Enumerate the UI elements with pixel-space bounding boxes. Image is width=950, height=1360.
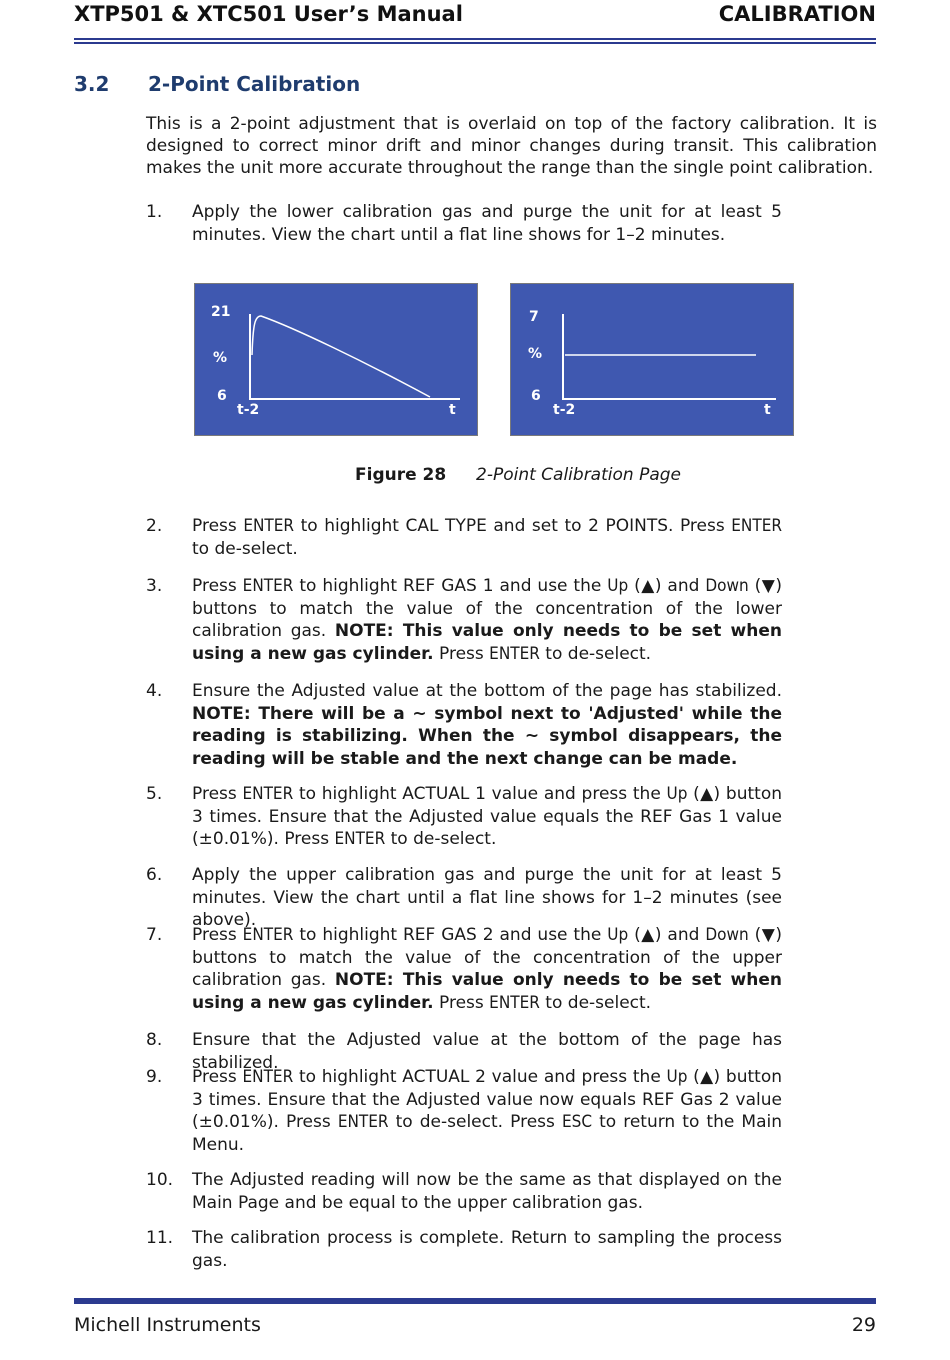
step-text bbox=[192, 1066, 782, 1156]
key-name: Up bbox=[666, 784, 688, 804]
step-text-run: to de-select. bbox=[192, 538, 298, 559]
step-1 bbox=[146, 201, 782, 246]
step-text-run: Press bbox=[192, 516, 244, 536]
step-text-run: Ensure the Adjusted value at the bottom of the page has stabilized. bbox=[192, 681, 782, 701]
key-name: ENTER bbox=[242, 925, 294, 945]
step-number: 10. bbox=[146, 1170, 174, 1190]
step-text-run: Press bbox=[433, 992, 490, 1013]
chart-lower-decay-line bbox=[252, 316, 430, 397]
step-number: 6. bbox=[146, 865, 163, 885]
step-11 bbox=[146, 1227, 782, 1272]
step-text-run: (▼) buttons to match the value of the concentration of the upper calibration gas. bbox=[192, 925, 782, 990]
footer-company: Michell Instruments bbox=[74, 1314, 261, 1336]
chart-upper-y-unit: % bbox=[528, 346, 543, 362]
step-text-run: to highlight REF GAS 2 and use the bbox=[293, 925, 608, 945]
page-number: 29 bbox=[851, 1314, 876, 1336]
step-text-run: (▲) and bbox=[628, 576, 706, 596]
step-text-run: (▲) and bbox=[628, 925, 706, 945]
step-text bbox=[192, 1227, 782, 1272]
step-text bbox=[192, 924, 782, 1014]
step-text-run: to de-select. Press bbox=[388, 1112, 562, 1132]
step-text-run: Apply the lower calibration gas and purge the unit for at least 5 minutes. View the chart until a flat line shows for 1–2 minutes. bbox=[192, 202, 782, 245]
header-section: CALIBRATION bbox=[718, 2, 876, 26]
step-text-run: to de-select. bbox=[539, 643, 652, 664]
step-6 bbox=[146, 864, 782, 932]
chart-lower-y-top: 21 bbox=[211, 304, 231, 320]
step-number: 4. bbox=[146, 681, 163, 701]
key-name: ENTER bbox=[242, 1067, 294, 1087]
step-text-run: to de-select. bbox=[385, 829, 497, 849]
step-text-run: Ensure that the Adjusted value at the bottom of the page has stabilized. bbox=[192, 1030, 782, 1073]
note-text: NOTE: This value only needs to be set when using a new gas cylinder. bbox=[192, 621, 782, 664]
step-text-run: to de-select. bbox=[539, 992, 652, 1013]
step-text-run: Press bbox=[192, 784, 243, 804]
step-text-run: to highlight CAL TYPE and set to 2 POINTS. Press bbox=[294, 516, 732, 536]
chart-upper-x-left: t-2 bbox=[553, 402, 576, 418]
step-text bbox=[192, 680, 782, 770]
key-name: ENTER bbox=[489, 643, 540, 664]
step-number: 9. bbox=[146, 1067, 163, 1087]
step-5 bbox=[146, 783, 782, 851]
step-text-run: (▲) button 3 times. Ensure that the Adjusted value now equals REF Gas 2 value (±0.01%). Press bbox=[192, 1067, 782, 1132]
step-number: 2. bbox=[146, 516, 163, 536]
step-text-run: The Adjusted reading will now be the same as that displayed on the Main Page and be equal to the upper calibration gas. bbox=[192, 1170, 782, 1213]
note-text: NOTE: There will be a ~ symbol next to 'Adjusted' while the reading is stabilizing. When the ~ symbol disappears, the reading will be stable and the next change can be made. bbox=[192, 703, 782, 769]
step-text-run: Press bbox=[433, 643, 490, 664]
step-text-run: (▼) buttons to match the value of the concentration of the lower calibration gas. bbox=[192, 576, 782, 641]
step-number: 3. bbox=[146, 576, 163, 596]
chart-upper-x-right: t bbox=[764, 402, 771, 418]
key-name: Down bbox=[705, 925, 749, 945]
step-text bbox=[192, 515, 782, 560]
step-text-run: The calibration process is complete. Return to sampling the process gas. bbox=[192, 1228, 782, 1271]
chart-lower-y-unit: % bbox=[213, 350, 228, 366]
chart-upper-gas bbox=[510, 283, 794, 436]
key-name: ESC bbox=[561, 1112, 593, 1132]
key-name: ENTER bbox=[334, 829, 386, 849]
step-text bbox=[192, 1169, 782, 1214]
figure-label: Figure 28 bbox=[355, 465, 447, 485]
step-text-run: Apply the upper calibration gas and purge the unit for at least 5 minutes. View the chart until a flat line shows for 1–2 minutes (see above). bbox=[192, 865, 782, 930]
step-text bbox=[192, 201, 782, 246]
step-text-run: to highlight REF GAS 1 and use the bbox=[293, 576, 608, 596]
intro-paragraph: This is a 2-point adjustment that is overlaid on top of the factory calibration. It is designed to correct minor drift and minor changes during transit. This calibration makes the unit more accurate throughout the range than the single point calibration. bbox=[146, 114, 877, 178]
key-name: ENTER bbox=[337, 1112, 389, 1132]
step-number: 11. bbox=[146, 1228, 174, 1248]
step-text-run: Press bbox=[192, 925, 243, 945]
step-text-run: Press bbox=[192, 1067, 243, 1087]
chart-lower-gas bbox=[194, 283, 478, 436]
step-2 bbox=[146, 515, 782, 560]
step-text-run: Press bbox=[192, 576, 243, 596]
step-number: 7. bbox=[146, 925, 163, 945]
key-name: Up bbox=[666, 1067, 688, 1087]
step-3 bbox=[146, 575, 782, 665]
figure-caption: 2-Point Calibration Page bbox=[476, 465, 681, 485]
step-9 bbox=[146, 1066, 782, 1156]
step-text-run: to return to the Main Menu. bbox=[192, 1112, 782, 1155]
step-4 bbox=[146, 680, 782, 770]
step-text bbox=[192, 575, 782, 665]
key-name: ENTER bbox=[489, 992, 540, 1013]
key-name: Down bbox=[705, 576, 749, 596]
chart-lower-y-bottom: 6 bbox=[217, 388, 227, 404]
key-name: ENTER bbox=[242, 784, 294, 804]
chart-upper-y-top: 7 bbox=[529, 309, 539, 325]
chart-upper-y-bottom: 6 bbox=[531, 388, 541, 404]
header-rule bbox=[74, 38, 876, 44]
step-number: 1. bbox=[146, 202, 163, 222]
section-title: 2-Point Calibration bbox=[148, 72, 361, 96]
step-text bbox=[192, 783, 782, 851]
step-text-run: to highlight ACTUAL 1 value and press the bbox=[293, 784, 667, 804]
key-name: ENTER bbox=[731, 516, 782, 536]
step-text-run: (▲) button 3 times. Ensure that the Adjusted value equals the REF Gas 1 value (±0.01%). Press bbox=[192, 784, 782, 849]
step-text bbox=[192, 864, 782, 932]
key-name: Up bbox=[607, 576, 629, 596]
chart-lower-x-right: t bbox=[449, 402, 456, 418]
header-title: XTP501 & XTC501 User’s Manual bbox=[74, 2, 463, 26]
step-text-run: to highlight ACTUAL 2 value and press the bbox=[293, 1067, 667, 1087]
step-number: 8. bbox=[146, 1030, 163, 1050]
footer-rule bbox=[74, 1298, 876, 1304]
step-10 bbox=[146, 1169, 782, 1214]
section-number: 3.2 bbox=[74, 72, 110, 96]
step-number: 5. bbox=[146, 784, 163, 804]
chart-lower-x-left: t-2 bbox=[237, 402, 260, 418]
key-name: ENTER bbox=[242, 576, 294, 596]
note-text: NOTE: This value only needs to be set when using a new gas cylinder. bbox=[192, 970, 782, 1013]
key-name: Up bbox=[607, 925, 629, 945]
key-name: ENTER bbox=[243, 516, 295, 536]
step-7 bbox=[146, 924, 782, 1014]
